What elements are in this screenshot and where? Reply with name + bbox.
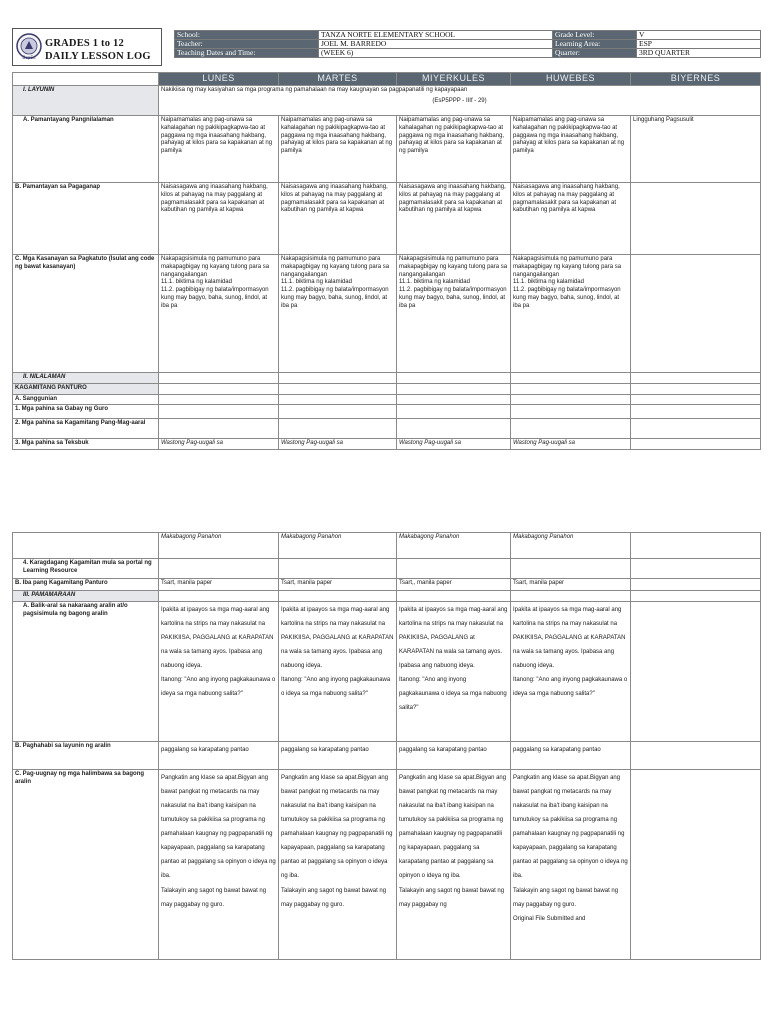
c-cell-miyerkules: Nakapagsisimula ng pamumuno para makapagbigay ng kayang tulong para sa nangangailangan 11.1. biktima ng kalamidad 11.2. pagbibigay ng balata/impormasyon kung may bagyo, baha, sunog, lindol, at iba pa (397, 255, 511, 373)
title-daily-lesson-log: DAILY LESSON LOG (45, 51, 151, 62)
paghahabi-cell-huwebes: paggalang sa karapatang pantao (511, 741, 631, 769)
layunin-code: (EsP5PPP - IIIf - 29) (432, 97, 487, 104)
makabagong-cell-martes: Makabagong Panahon (279, 533, 397, 559)
title-grades: GRADES 1 to 12 (45, 38, 124, 49)
deped-seal-icon (16, 30, 42, 62)
b-cell-miyerkules: Naisasagawa ang inaasahang hakbang, kilos at pahayag na may paggalang at pagmamalasakit para sa kapakanan at kabutihan ng pamilya at kapwa (397, 183, 511, 255)
teacher-label: Teacher: (175, 40, 319, 49)
c-cell-biyernes (631, 255, 761, 373)
balik-cell-biyernes (631, 601, 761, 741)
layunin-label: I. LAYUNIN (13, 86, 159, 116)
teksbuk-cell-biyernes (631, 439, 761, 450)
kagamitang-panturo-label: KAGAMITANG PANTURO (13, 383, 159, 394)
makabagong-cell-lunes: Makabagong Panahon (159, 533, 279, 559)
sanggunian-label: A. Sanggunian (13, 394, 159, 405)
continued-label-cell (13, 533, 159, 559)
area-label: Learning Area: (553, 40, 637, 49)
quarter-label: Quarter: (553, 49, 637, 58)
learning-resource-label: 4. Karagdagang Kagamitan mula sa portal ng Learning Resource (13, 559, 159, 579)
paghahabi-cell-miyerkules: paggalang sa karapatang pantao (397, 741, 511, 769)
dates-value: (WEEK 6) (319, 49, 553, 58)
paguugnay-cell-martes: Pangkatin ang klase sa apat.Bigyan ang bawat pangkat ng metacards na may nakasulat na iba't ibang kaisipan na tumutukoy sa pakikiisa sa programa ng pamahalaan kaugnay ng pagpapanatili ng kapayapaan, paggalang sa karapatang pantao at paggalang sa opinyon o ideya ng iba. Talakayin ang sagot ng bawat bawat ng may paggabay ng guro. (279, 769, 397, 959)
kagamitang-mag-aaral-label: 2. Mga pahina sa Kagamitang Pang-Mag-aaral (13, 419, 159, 439)
area-value: ESP (637, 40, 761, 49)
iba-cell-martes: Tsart, manila paper (279, 579, 397, 591)
b-cell-martes: Naisasagawa ang inaasahang hakbang, kilos at pahayag na may paggalang at pagmamalasakit para sa kapakanan at kabutihan ng pamilya at kapwa (279, 183, 397, 255)
b-cell-lunes: Naisasagawa ang inaasahang hakbang, kilos at pahayag na may paggalang at pagmamalasakit para sa kapakanan at kabutihan ng pamilya at kapwa (159, 183, 279, 255)
dates-label: Teaching Dates and Time: (175, 49, 319, 58)
quarter-value: 3RD QUARTER (637, 49, 761, 58)
lesson-grid-page1 (12, 72, 761, 450)
paguugnay-cell-miyerkules: Pangkatin ang klase sa apat.Bigyan ang bawat pangkat ng metacards na may nakasulat na iba't ibang kaisipan na tumutukoy sa pakikiisa sa programa ng pamahalaan kaugnay ng pagpapanatili ng kapayapaan, paggalang sa karapatang pantao at paggalang sa opinyon o ideya ng iba. Talakayin ang sagot ng bawat bawat ng may paggabay ng (397, 769, 511, 959)
teacher-value: JOEL M. BARREDO (319, 40, 553, 49)
layunin-cell (159, 86, 761, 116)
paghahabi-label: B. Paghahabi sa layunin ng aralin (13, 741, 159, 769)
day-header-miyerkules: MIYERKULES (397, 73, 511, 86)
teksbuk-label: 3. Mga pahina sa Teksbuk (13, 439, 159, 450)
day-header-biyernes: BIYERNES (631, 73, 761, 86)
teksbuk-cell-miyerkules: Wastong Pag-uugali sa (397, 439, 511, 450)
pamantayan-sa-pagaganap-label: B. Pamantayan sa Pagaganap (13, 183, 159, 255)
pamantayang-pangnilalaman-label: A. Pamantayang Pangnilalaman (13, 116, 159, 183)
day-header-huwebes: HUWEBES (511, 73, 631, 86)
iba-cell-biyernes (631, 579, 761, 591)
makabagong-cell-huwebes: Makabagong Panahon (511, 533, 631, 559)
grade-value: V (637, 31, 761, 40)
balik-cell-lunes: Ipakita at ipaayos sa mga mag-aaral ang kartolina na strips na may nakasulat na PAKIKIISA, PAGGALANG at KARAPATAN na wala sa tamang ayos. Ipabasa ang nabuong ideya. Itanong: "Ano ang inyong pagkakaunawa o ideya sa mga nabuong salita?" (159, 601, 279, 741)
pag-uugnay-label: C. Pag-uugnay ng mga halimbawa sa bagong aralin (13, 769, 159, 959)
corner-header (13, 73, 159, 86)
c-cell-huwebes: Nakapagsisimula ng pamumuno para makapagbigay ng kayang tulong para sa nangangailangan 11.1. biktima ng kalamidad 11.2. pagbibigay ng balata/impormasyon kung may bagyo, baha, sunog, lindol, at iba pa (511, 255, 631, 373)
header-info-table (174, 30, 761, 58)
a-cell-miyerkules: Naipamamalas ang pag-unawa sa kahalagahan ng pakikipagkapwa-tao at paggawa ng mga inaasahang hakbang, pahayag at kilos para sa kapakanan at ng pamilya (397, 116, 511, 183)
makabagong-cell-miyerkules: Makabagong Panahon (397, 533, 511, 559)
iba-cell-huwebes: Tsart, manila paper (511, 579, 631, 591)
iba-cell-lunes: Tsart, manila paper (159, 579, 279, 591)
grade-label: Grade Level: (553, 31, 637, 40)
b-cell-biyernes (631, 183, 761, 255)
paguugnay-cell-lunes: Pangkatin ang klase sa apat.Bigyan ang bawat pangkat ng metacards na may nakasulat na iba't ibang kaisipan na tumutukoy sa pakikiisa sa programa ng pamahalaan kaugnay ng pagpapanatili ng kapayapaan, paggalang sa karapatang pantao at paggalang sa opinyon o ideya ng iba. Talakayin ang sagot ng bawat bawat ng may paggabay ng guro. (159, 769, 279, 959)
iba-pang-kagamitan-label: B. Iba pang Kagamitang Panturo (13, 579, 159, 591)
iba-cell-miyerkules: Tsart,, manila paper (397, 579, 511, 591)
layunin-text: Nakikiisa ng may kasiyahan sa mga programa ng pamahalaan na may kaugnayan sa pagpapanatili ng kapayapaan (161, 87, 468, 93)
a-cell-biyernes: Lingguhang Pagsusulit (631, 116, 761, 183)
makabagong-cell-biyernes (631, 533, 761, 559)
balik-cell-miyerkules: Ipakita at ipaayos sa mga mag-aaral ang kartolina na strips na may nakasulat na PAKIKIISA, PAGGALANG at KARAPATAN na wala sa tamang ayos. Ipabasa ang nabuong ideya. Itanong: "Ano ang inyong pagkakaunawa o ideya sa mga nabuong salita?" (397, 601, 511, 741)
pamamaraan-label: III. PAMAMARAAN (13, 591, 159, 602)
balik-aral-label: A. Balik-aral sa nakaraang aralin at/o pagsisimula ng bagong aralin (13, 601, 159, 741)
teksbuk-cell-huwebes: Wastong Pag-uugali sa (511, 439, 631, 450)
paghahabi-cell-martes: paggalang sa karapatang pantao (279, 741, 397, 769)
paghahabi-cell-biyernes (631, 741, 761, 769)
mga-kasanayan-label: C. Mga Kasanayan sa Pagkatuto (Isulat ang code ng bawat kasanayan) (13, 255, 159, 373)
a-cell-lunes: Naipamamalas ang pag-unawa sa kahalagahan ng pakikipagkapwa-tao at paggawa ng mga inaasahang hakbang, pahayag at kilos para sa kapakanan at ng pamilya (159, 116, 279, 183)
lesson-grid-page2 (12, 532, 761, 960)
nilalaman-label: II. NILALAMAN (13, 373, 159, 384)
teksbuk-cell-martes: Wastong Pag-uugali sa (279, 439, 397, 450)
day-header-martes: MARTES (279, 73, 397, 86)
school-value: TANZA NORTE ELEMENTARY SCHOOL (319, 31, 553, 40)
a-cell-martes: Naipamamalas ang pag-unawa sa kahalagahan ng pakikipagkapwa-tao at paggawa ng mga inaasahang hakbang, pahayag at kilos para sa kapakanan at ng pamilya (279, 116, 397, 183)
svg-text:DepEd: DepEd (22, 55, 36, 60)
c-cell-lunes: Nakapagsisimula ng pamumuno para makapagbigay ng kayang tulong para sa nangangailangan 11.1. biktima ng kalamidad 11.2. pagbibigay ng balata/impormasyon kung may bagyo, baha, sunog, lindol, at iba pa (159, 255, 279, 373)
paguugnay-cell-huwebes: Pangkatin ang klase sa apat.Bigyan ang bawat pangkat ng metacards na may nakasulat na iba't ibang kaisipan na tumutukoy sa pakikiisa sa programa ng pamahalaan kaugnay ng pagpapanatili ng kapayapaan, paggalang sa karapatang pantao at paggalang sa opinyon o ideya ng iba. Talakayin ang sagot ng bawat bawat ng may paggabay ng guro. Original File Submitted and (511, 769, 631, 959)
balik-cell-martes: Ipakita at ipaayos sa mga mag-aaral ang kartolina na strips na may nakasulat na PAKIKIISA, PAGGALANG at KARAPATAN na wala sa tamang ayos. Ipabasa ang nabuong ideya. Itanong: "Ano ang inyong pagkakaunawa o ideya sa mga nabuong salita?" (279, 601, 397, 741)
b-cell-huwebes: Naisasagawa ang inaasahang hakbang, kilos at pahayag na may paggalang at pagmamalasakit para sa kapakanan at kabutihan ng pamilya at kapwa (511, 183, 631, 255)
c-cell-martes: Nakapagsisimula ng pamumuno para makapagbigay ng kayang tulong para sa nangangailangan 11.1. biktima ng kalamidad 11.2. pagbibigay ng balata/impormasyon kung may bagyo, baha, sunog, lindol, at iba pa (279, 255, 397, 373)
balik-cell-huwebes: Ipakita at ipaayos sa mga mag-aaral ang kartolina na strips na may nakasulat na PAKIKIISA, PAGGALANG at KARAPATAN na wala sa tamang ayos. Ipabasa ang nabuong ideya. Itanong: "Ano ang inyong pagkakaunawa o ideya sa mga nabuong salita?" (511, 601, 631, 741)
day-header-lunes: LUNES (159, 73, 279, 86)
teksbuk-cell-lunes: Wastong Pag-uugali sa (159, 439, 279, 450)
school-label: School: (175, 31, 319, 40)
a-cell-huwebes: Naipamamalas ang pag-unawa sa kahalagahan ng pakikipagkapwa-tao at paggawa ng mga inaasahang hakbang, pahayag at kilos para sa kapakanan at ng pamilya (511, 116, 631, 183)
paghahabi-cell-lunes: paggalang sa karapatang pantao (159, 741, 279, 769)
gabay-ng-guro-label: 1. Mga pahina sa Gabay ng Guro (13, 405, 159, 419)
paguugnay-cell-biyernes (631, 769, 761, 959)
